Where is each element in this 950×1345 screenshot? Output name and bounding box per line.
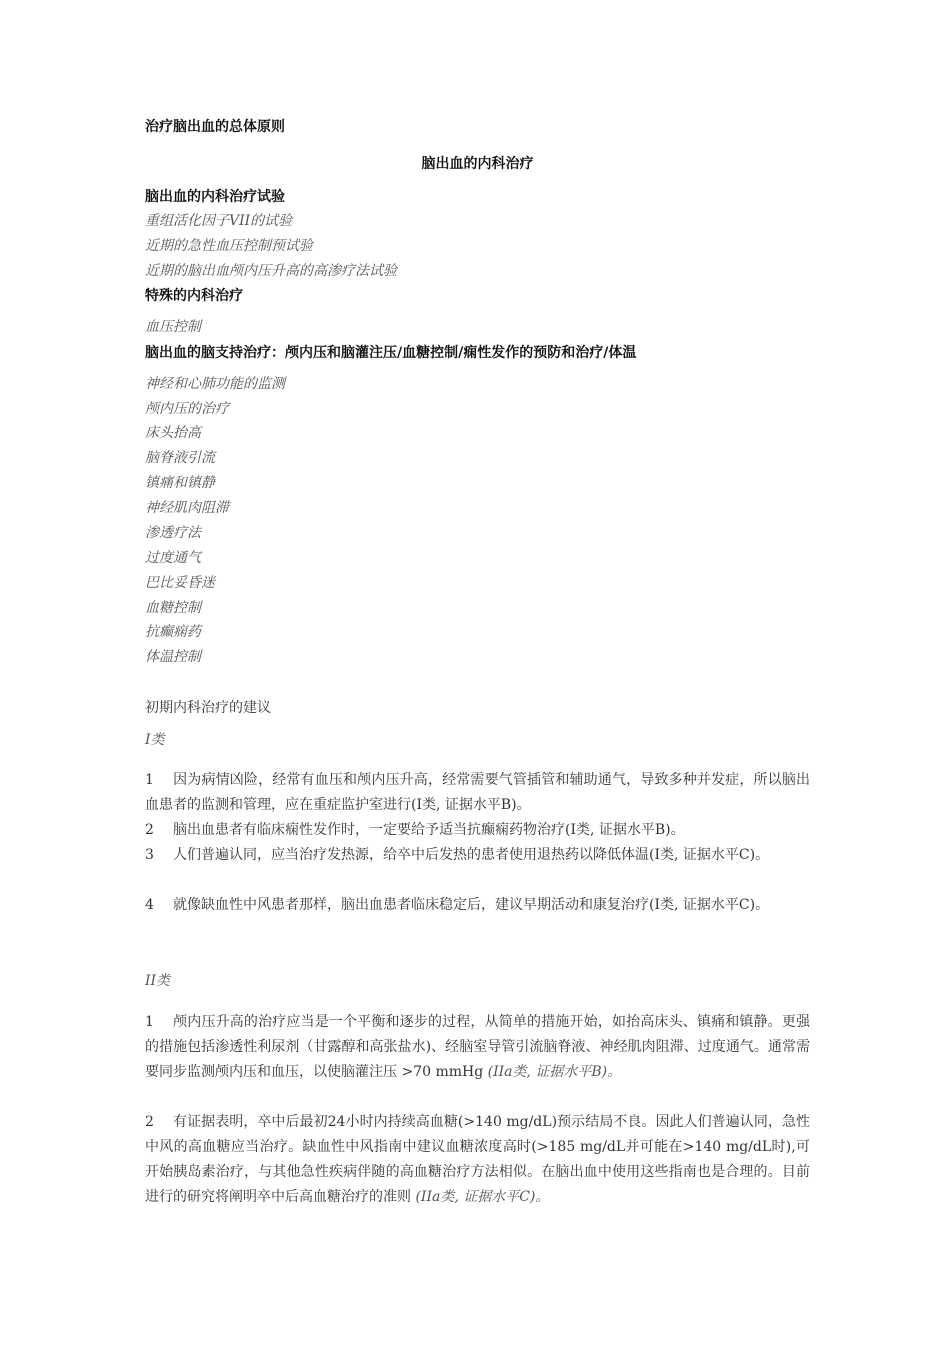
class-i-recommendation: 3 人们普遍认同，应当治疗发热源，给卒中后发热的患者使用退热药以降低体温(I类, 证据水平C)。 [145, 847, 770, 863]
special-treatment-heading: 特殊的内科治疗 [145, 288, 243, 304]
support-item: 颅内压的治疗 [145, 401, 229, 417]
evidence-level: (IIa类, 证据水平B)。 [487, 1064, 622, 1080]
section-heading-medical-treatment: 脑出血的内科治疗 [421, 156, 534, 172]
class-i-label: I类 [145, 732, 165, 748]
support-item: 镇痛和镇静 [145, 475, 215, 491]
support-item: 抗癫痫药 [145, 624, 201, 640]
trials-heading: 脑出血的内科治疗试验 [145, 189, 285, 205]
support-item: 神经和心肺功能的监测 [145, 376, 285, 392]
document-title: 治疗脑出血的总体原则 [145, 119, 285, 135]
recommendations-heading: 初期内科治疗的建议 [145, 700, 271, 716]
trial-item: 近期的脑出血颅内压升高的高渗疗法试验 [145, 263, 397, 279]
support-item: 巴比妥昏迷 [145, 575, 215, 591]
class-i-recommendation: 1 因为病情凶险，经常有血压和颅内压升高，经常需要气管插管和辅助通气，导致多种并发症，所以脑出血患者的监测和管理，应在重症监护室进行(I类, 证据水平B)。 [145, 772, 810, 813]
support-treatment-heading: 脑出血的脑支持治疗：颅内压和脑灌注压/血糖控制/痫性发作的预防和治疗/体温 [145, 345, 637, 361]
trial-item: 重组活化因子VII的试验 [145, 213, 293, 229]
support-item: 体温控制 [145, 649, 201, 665]
class-ii-label: II类 [145, 973, 171, 989]
class-i-recommendation: 2 脑出血患者有临床痫性发作时，一定要给予适当抗癫痫药物治疗(I类, 证据水平B)。 [145, 822, 685, 838]
support-item: 神经肌肉阻滞 [145, 500, 229, 516]
support-item: 脑脊液引流 [145, 450, 215, 466]
class-i-recommendation: 4 就像缺血性中风患者那样，脑出血患者临床稳定后，建议早期活动和康复治疗(I类, 证据水平C)。 [145, 897, 770, 913]
support-item: 过度通气 [145, 550, 201, 566]
evidence-level: (IIa类, 证据水平C)。 [415, 1189, 550, 1205]
trial-item: 近期的急性血压控制预试验 [145, 238, 313, 254]
class-ii-recommendation: 1 颅内压升高的治疗应当是一个平衡和逐步的过程，从简单的措施开始，如抬高床头、镇痛和镇静。更强的措施包括渗透性利尿剂（甘露醇和高张盐水)、经脑室导管引流脑脊液、神经肌肉阻滞、过度通气。通常需要同步监测颅内压和血压，以使脑灌注压 >70 mmHg (IIa类, 证据水平B)。 [145, 1014, 810, 1080]
class-ii-recommendation: 2 有证据表明，卒中后最初24小时内持续高血糖(>140 mg/dL)预示结局不良。因此人们普遍认同，急性中风的高血糖应当治疗。缺血性中风指南中建议血糖浓度高时(>185 mg/dL并可能在>140 mg/dL时),可开始胰岛素治疗，与其他急性疾病伴随的高血糖治疗方法相似。在脑出血中使用这些指南也是合理的。目前进行的研究将阐明卒中后高血糖治疗的准则 (IIa类, 证据水平C)。 [145, 1114, 810, 1205]
support-item: 床头抬高 [145, 425, 201, 441]
support-item: 血糖控制 [145, 600, 201, 616]
bp-control-item: 血压控制 [145, 319, 201, 335]
support-item: 渗透疗法 [145, 525, 201, 541]
